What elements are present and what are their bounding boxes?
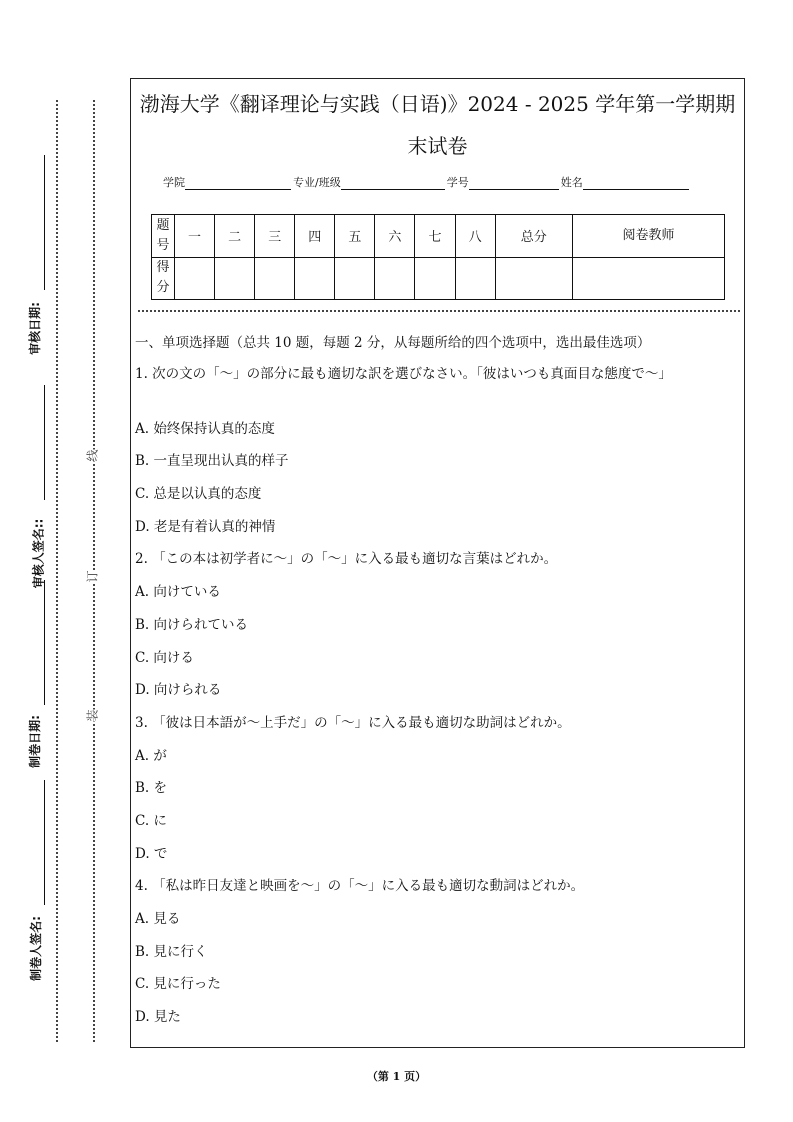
option: A. が xyxy=(135,747,167,764)
option: A. 見る xyxy=(135,911,181,927)
make-date-label: 制卷日期: xyxy=(27,715,42,768)
make-date-line xyxy=(44,580,45,705)
score-cell[interactable] xyxy=(375,257,415,300)
score-cell[interactable] xyxy=(415,257,455,300)
question-1: 1. 次の文の「～」の部分に最も適切な訳を選びなさい。「彼はいつも真面目な態度で～」 xyxy=(135,365,672,382)
header-cell: 一 xyxy=(175,215,215,258)
option: B. 一直呈现出认真的样子 xyxy=(135,453,289,470)
option: D. 老是有着认真的神情 xyxy=(135,518,276,535)
score-cell[interactable] xyxy=(495,257,572,300)
header-cell: 五 xyxy=(335,215,375,258)
header-cell: 总分 xyxy=(495,215,572,258)
row-label: 得分 xyxy=(152,257,175,300)
header-cell: 六 xyxy=(375,215,415,258)
score-table-row xyxy=(152,257,725,300)
score-cell[interactable] xyxy=(573,257,725,300)
option: D. 見た xyxy=(135,1009,181,1026)
option: B. を xyxy=(135,780,168,797)
option: B. 見に行く xyxy=(135,943,208,960)
maker-sign-line xyxy=(44,780,45,905)
section-heading: 一、单项选择题（总共 10 题，每题 2 分，从每题所给的四个选项中，选出最佳选项） xyxy=(135,335,651,351)
score-cell[interactable] xyxy=(215,257,255,300)
student-id-label: 学号 xyxy=(446,176,469,189)
header-cell: 八 xyxy=(455,215,495,258)
reviewer-sign-line xyxy=(44,385,45,500)
review-date-label: 审核日期: xyxy=(27,302,42,355)
score-cell[interactable] xyxy=(175,257,215,300)
student-id-field[interactable] xyxy=(469,177,559,190)
header-cell: 四 xyxy=(295,215,335,258)
header-cell: 阅卷教师 xyxy=(573,215,725,258)
binding-mark-line: 线 xyxy=(85,449,100,462)
binding-mark-ding: 订 xyxy=(85,570,100,583)
major-label: 专业/班级 xyxy=(293,176,341,189)
option: D. で xyxy=(135,845,168,862)
college-label: 学院 xyxy=(163,176,185,189)
option: B. 向けられている xyxy=(135,616,249,633)
score-cell[interactable] xyxy=(295,257,335,300)
option: A. 向けている xyxy=(135,584,221,601)
question-2: 2. 「この本は初学者に～」の「～」に入る最も適切な言葉はどれか。 xyxy=(135,551,558,568)
question-4: 4. 「私は昨日友達と映画を～」の「～」に入る最も適切な動詞はどれか。 xyxy=(135,878,585,895)
reviewer-sign-label: 审核人签名:: xyxy=(31,518,46,589)
exam-title: 渤海大学《翻译理论与实践（日语)》2024 - 2025 学年第一学期期 xyxy=(139,92,736,116)
review-date-line xyxy=(44,155,45,290)
question-3: 3. 「彼は日本語が～上手だ」の「～」に入る最も適切な助詞はどれか。 xyxy=(135,714,571,731)
questions xyxy=(135,331,745,1038)
option: C. に xyxy=(135,812,167,829)
binding-mark-zhuang: 装 xyxy=(85,709,100,722)
header-cell: 七 xyxy=(415,215,455,258)
score-table-header xyxy=(152,215,725,258)
option: C. 向ける xyxy=(135,649,194,666)
score-cell[interactable] xyxy=(255,257,295,300)
exam-title-cont: 末试卷 xyxy=(407,134,468,158)
option: C. 总是以认真的态度 xyxy=(135,486,262,503)
score-cell[interactable] xyxy=(455,257,495,300)
option: D. 向けられる xyxy=(135,682,222,699)
binding-dotted-line-outer xyxy=(56,100,58,1042)
header-cell: 题号 xyxy=(152,215,175,258)
option: C. 見に行った xyxy=(135,976,221,993)
header-cell: 三 xyxy=(255,215,295,258)
page-number: （第 1 页） xyxy=(366,1070,427,1083)
student-info xyxy=(163,174,691,190)
name-field[interactable] xyxy=(583,177,689,190)
header-cell: 二 xyxy=(215,215,255,258)
option: A. 始终保持认真的态度 xyxy=(135,420,275,437)
maker-sign-label: 制卷人签名: xyxy=(28,916,43,981)
score-table xyxy=(151,214,725,300)
separator xyxy=(138,310,740,312)
major-field[interactable] xyxy=(341,177,445,190)
college-field[interactable] xyxy=(185,177,291,190)
score-cell[interactable] xyxy=(335,257,375,300)
name-label: 姓名 xyxy=(560,176,583,189)
